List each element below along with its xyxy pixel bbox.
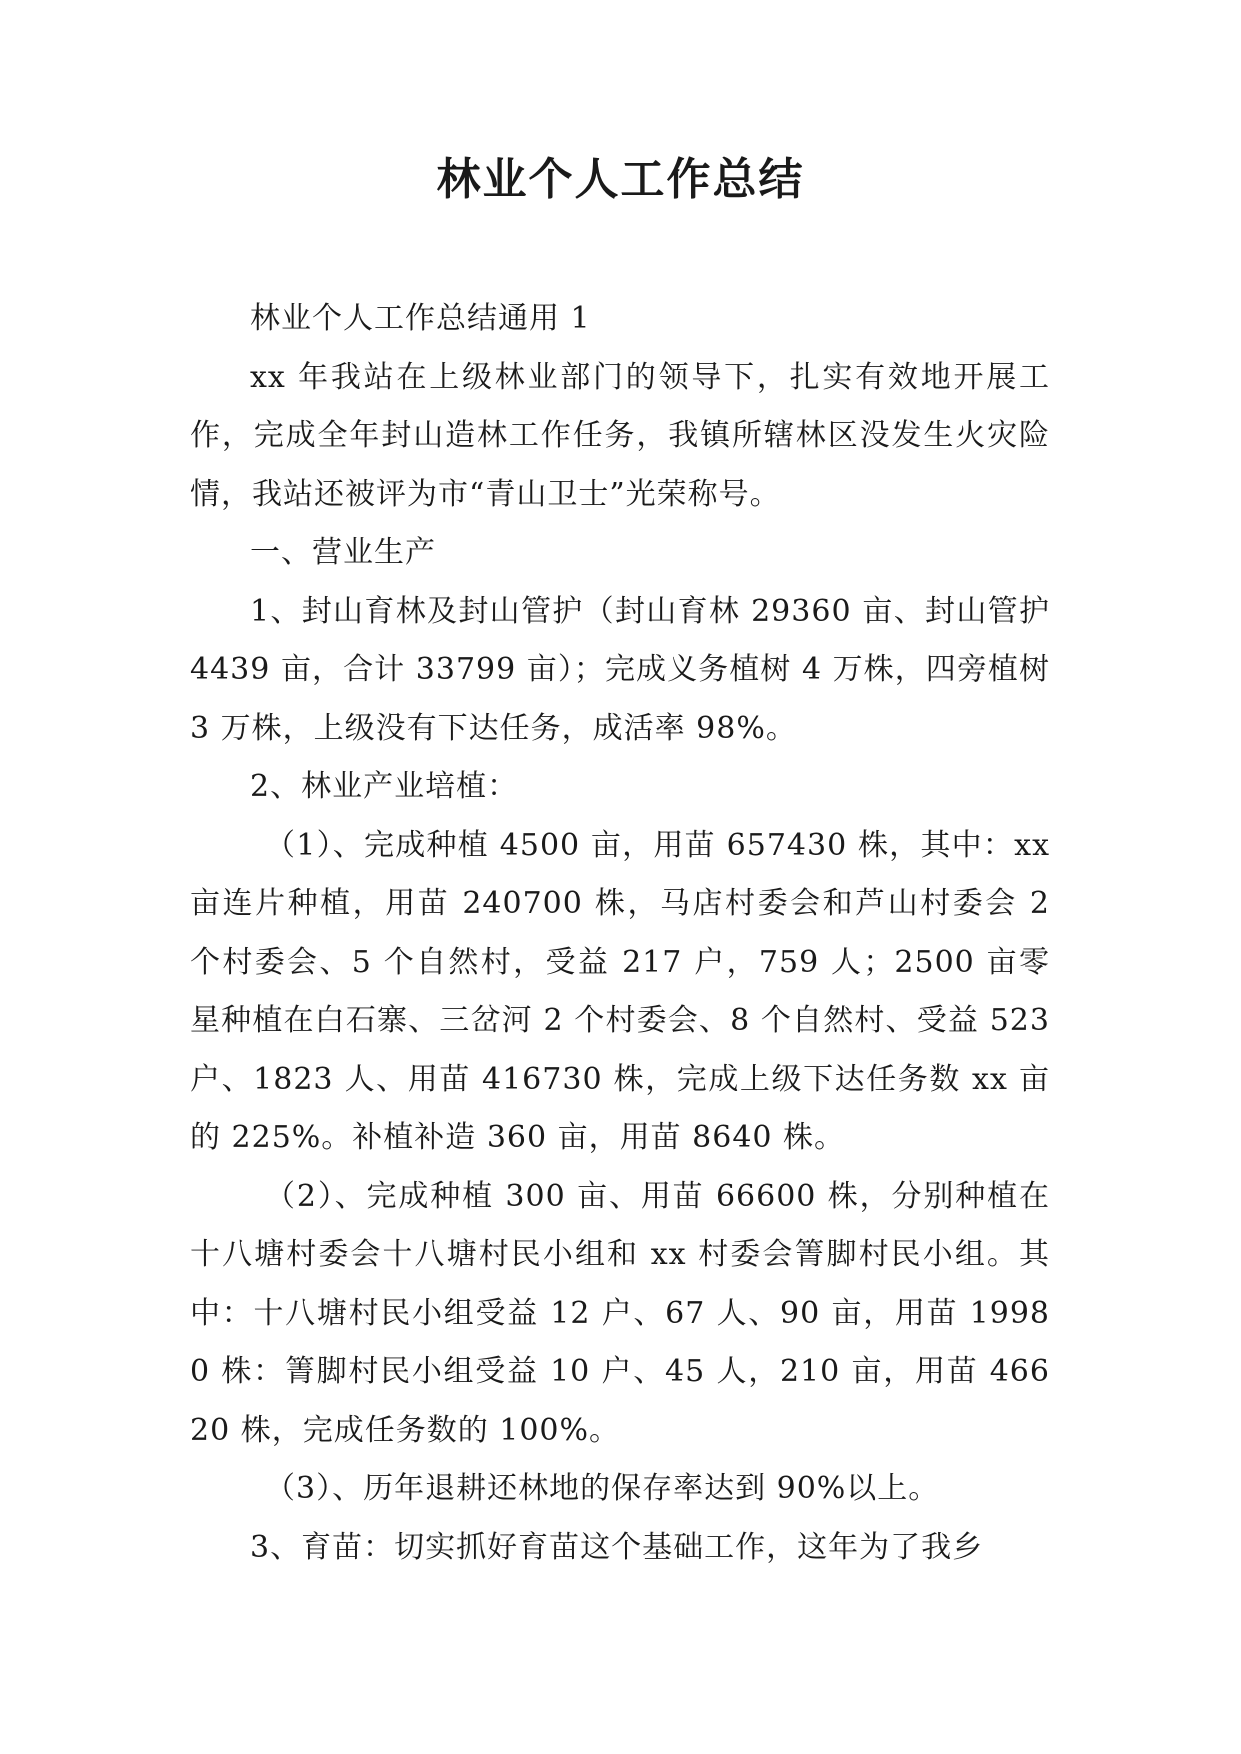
document-title: 林业个人工作总结 xyxy=(436,154,805,205)
section-heading-production: 一、营业生产 xyxy=(250,535,436,570)
paragraph-subitem-3: （3）、历年退耕还林地的保存率达到 90%以上。 xyxy=(265,1471,940,1506)
paragraph-item-3: 3、育苗：切实抓好育苗这个基础工作，这年为了我乡 xyxy=(250,1529,984,1565)
paragraph-subitem-2: （2）、完成种植 300 亩、用苗 66600 株，分别种植在十八塘村委会十八塘村民小组和 xx 村委会箐脚村民小组。其中：十八塘村民小组受益 12 户、67 人、90 亩，用苗 19980 株：箐脚村民小组受益 10 户、45 人，210 亩，用苗 46620 株，完成任务数的 100%。 xyxy=(190,1178,1050,1448)
paragraph-item-2: 2、林业产业培植： xyxy=(250,769,519,804)
document-body xyxy=(190,290,1050,1577)
paragraph-intro: xx 年我站在上级林业部门的领导下，扎实有效地开展工作，完成全年封山造林工作任务，我镇所辖林区没发生火灾险情，我站还被评为市“青山卫士”光荣称号。 xyxy=(190,359,1050,512)
paragraph-subtitle: 林业个人工作总结通用 1 xyxy=(250,301,591,336)
paragraph-item-1: 1、封山育林及封山管护（封山育林 29360 亩、封山管护 4439 亩，合计 33799 亩）；完成义务植树 4 万株，四旁植树 3 万株，上级没有下达任务，成活率 98%。 xyxy=(190,593,1050,746)
paragraph-subitem-1: （1）、完成种植 4500 亩，用苗 657430 株，其中：xx 亩连片种植，用苗 240700 株，马店村委会和芦山村委会 2 个村委会、5 个自然村，受益 217 户，759 人；2500 亩零星种植在白石寨、三岔河 2 个村委会、8 个自然村、受益 523 户、1823 人、用苗 416730 株，完成上级下达任务数 xx 亩的 225%。补植补造 360 亩，用苗 8640 株。 xyxy=(190,827,1050,1155)
